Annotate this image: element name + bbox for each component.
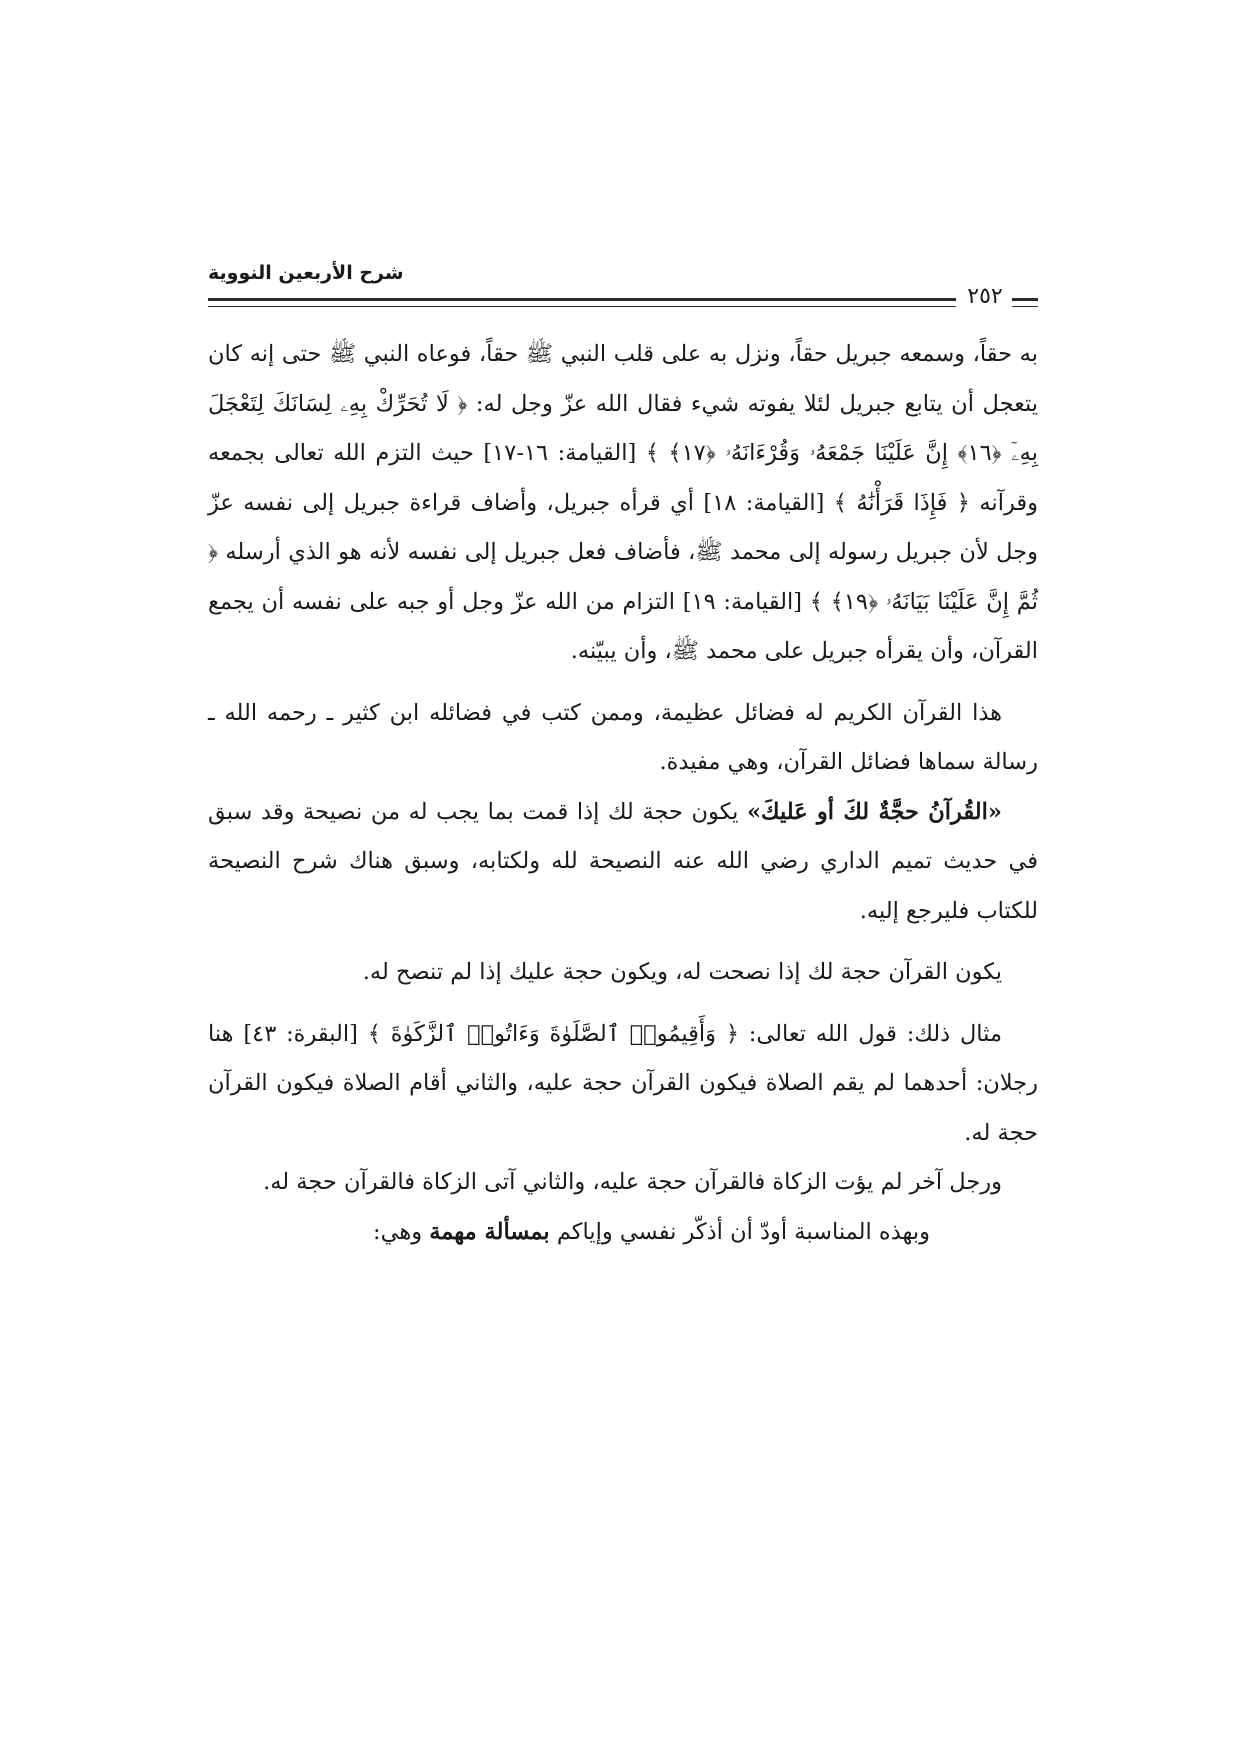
paragraph-7-text-after: وهي: [373, 1218, 430, 1245]
paragraph-5: مثال ذلك: قول الله تعالى: ﴿ وَأَقِيمُوا۟ ٱلصَّلَوٰةَ وَءَاتُوا۟ ٱلزَّكَوٰةَ ﴾ [البقرة: ٤٣] هنا رجلان: أحدهما لم يقم الصلاة فيكون القرآن حجة عليه، والثاني أقام الصلاة فيكون القرآن حجة له. [208, 1020, 1038, 1146]
book-title: شرح الأربعين النووية [208, 262, 404, 284]
header-rule [208, 298, 956, 307]
hadith-quote: «القُرآنُ حجَّةٌ لكَ أو عَليكَ» [746, 798, 1002, 825]
paragraph-6: ورجل آخر لم يؤت الزكاة فالقرآن حجة عليه، والثاني آتى الزكاة فالقرآن حجة له. [263, 1169, 1002, 1195]
paragraph-3-text: يكون حجة لك إذا قمت بما يجب له من نصيحة وقد سبق في حديث تميم الداري رضي الله عنه النصيحة لله ولكتابه، وسبق هناك شرح النصيحة للكتاب فليرجع إليه. [208, 798, 1038, 924]
paragraph-3 [208, 788, 1038, 937]
paragraph-4: يكون القرآن حجة لك إذا نصحت له، ويكون حجة عليك إذا لم تنصح له. [362, 959, 1002, 985]
paragraph-7 [208, 1208, 1038, 1258]
page-body [208, 330, 1038, 1257]
important-issue-phrase: بمسألة مهمة [429, 1218, 550, 1245]
header-rule-end [1012, 298, 1038, 307]
paragraph-7-text-before: وبهذه المناسبة أودّ أن أذكّر نفسي وإياكم [549, 1218, 930, 1245]
page-number: ٢٥٢ [967, 284, 1003, 309]
paragraph-2: هذا القرآن الكريم له فضائل عظيمة، وممن كتب في فضائله ابن كثير ـ رحمه الله ـ رسالة سماها فضائل القرآن، وهي مفيدة. [208, 699, 1038, 775]
paragraph-1: به حقاً، وسمعه جبريل حقاً، ونزل به على قلب النبي ﷺ حقاً، فوعاه النبي ﷺ حتى إنه كان يتعجل أن يتابع جبريل لئلا يفوته شيء فقال الله عزّ وجل له: ﴿ لَا تُحَرِّكْ بِهِۦ لِسَانَكَ لِتَعْجَلَ بِهِۦٓ ﴿١٦﴾ إِنَّ عَلَيْنَا جَمْعَهُۥ وَقُرْءَانَهُۥ ﴿١٧﴾ ﴾ [القيامة: ١٦-١٧] حيث التزم الله تعالى بجمعه وقرآنه ﴿ فَإِذَا قَرَأْنَٰهُ ﴾ [القيامة: ١٨] أي قرأه جبريل، وأضاف قراءة جبريل إلى نفسه عزّ وجل لأن جبريل رسوله إلى محمد ﷺ، فأضاف فعل جبريل إلى نفسه لأنه هو الذي أرسله ﴿ ثُمَّ إِنَّ عَلَيْنَا بَيَانَهُۥ ﴿١٩﴾ ﴾ [القيامة: ١٩] التزام من الله عزّ وجل أو جبه على نفسه أن يجمع القرآن، وأن يقرأه جبريل على محمد ﷺ، وأن يبيّنه. [208, 341, 1039, 664]
running-header [208, 262, 1038, 322]
